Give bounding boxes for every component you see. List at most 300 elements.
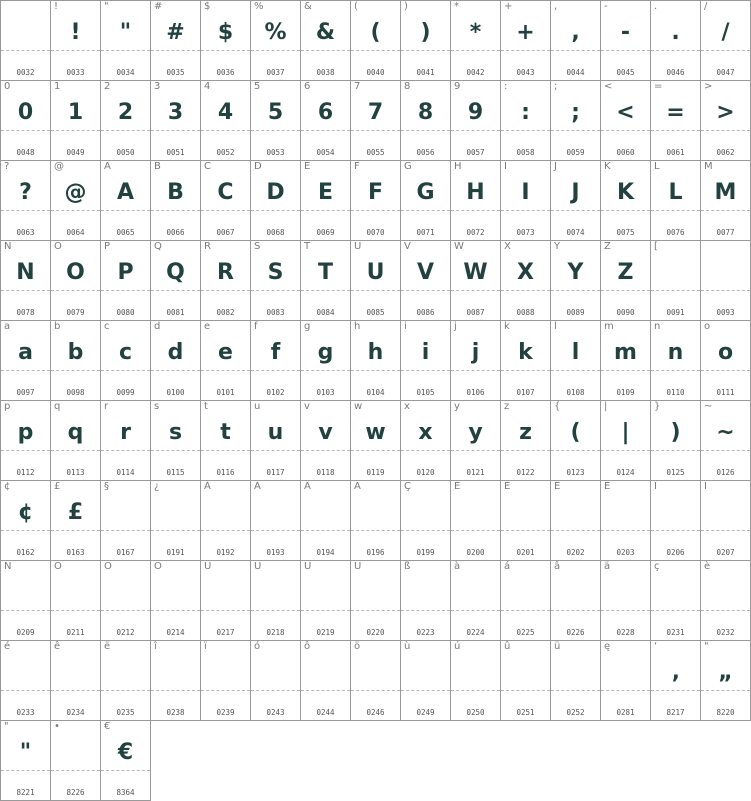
glyph-cell <box>200 560 251 641</box>
glyph-cell <box>350 480 401 561</box>
glyph-cell <box>150 240 201 321</box>
char-label: M <box>704 161 713 172</box>
baseline-divider <box>601 370 650 371</box>
char-label: l <box>554 321 557 332</box>
glyph-sample: 7 <box>367 100 384 125</box>
char-label: B <box>154 161 161 172</box>
char-code: 0114 <box>116 468 135 477</box>
char-label: v <box>304 401 310 412</box>
baseline-divider <box>1 610 50 611</box>
glyph-sample: ‚ <box>671 660 680 685</box>
char-label: w <box>354 401 363 412</box>
glyph-sample: q <box>67 420 84 445</box>
char-code: 0118 <box>316 468 335 477</box>
glyph-sample <box>151 575 200 611</box>
baseline-divider <box>501 610 550 611</box>
char-label: ü <box>554 641 561 652</box>
glyph-sample: 0 <box>17 100 34 125</box>
baseline-divider <box>201 690 250 691</box>
glyph-cell <box>50 720 101 801</box>
glyph-cell <box>650 400 701 481</box>
baseline-divider <box>401 50 450 51</box>
char-code: 0238 <box>166 708 185 717</box>
glyph-sample: F <box>367 180 384 205</box>
char-label: > <box>704 81 713 92</box>
char-label: Â <box>304 481 311 492</box>
baseline-divider <box>451 210 500 211</box>
char-code: 0220 <box>366 628 385 637</box>
glyph-cell <box>500 320 551 401</box>
char-label: O <box>54 241 62 252</box>
char-code: 0046 <box>666 68 685 77</box>
baseline-divider <box>301 690 350 691</box>
char-label: o <box>704 321 711 332</box>
char-label: T <box>304 241 311 252</box>
glyph-sample <box>51 575 100 611</box>
char-label: ë <box>104 641 111 652</box>
char-label: ? <box>4 161 10 172</box>
glyph-cell <box>50 480 101 561</box>
glyph-sample: s <box>168 420 183 445</box>
char-label: A <box>104 161 111 172</box>
baseline-divider <box>601 210 650 211</box>
char-label: - <box>604 1 608 12</box>
char-label: q <box>54 401 61 412</box>
baseline-divider <box>551 370 600 371</box>
char-code: 0203 <box>616 548 635 557</box>
char-code: 0121 <box>466 468 485 477</box>
baseline-divider <box>401 610 450 611</box>
glyph-sample <box>301 655 350 691</box>
char-code: 8221 <box>16 788 35 797</box>
glyph-cell <box>100 640 151 721</box>
char-label: ß <box>404 561 411 572</box>
glyph-sample <box>451 575 500 611</box>
char-code: 0228 <box>616 628 635 637</box>
char-label: 1 <box>54 81 61 92</box>
glyph-sample: U <box>366 260 385 285</box>
glyph-cell <box>150 400 201 481</box>
glyph-sample: ; <box>571 100 580 125</box>
char-label: " <box>704 641 709 652</box>
glyph-sample: d <box>167 340 184 365</box>
char-code: 0116 <box>216 468 235 477</box>
char-label: ú <box>454 641 461 652</box>
baseline-divider <box>301 210 350 211</box>
char-code: 0044 <box>566 68 585 77</box>
glyph-sample: 2 <box>117 100 134 125</box>
baseline-divider <box>351 610 400 611</box>
glyph-cell <box>200 240 251 321</box>
baseline-divider <box>351 370 400 371</box>
char-code: 0243 <box>266 708 285 717</box>
glyph-sample: f <box>270 340 281 365</box>
char-code: 0073 <box>516 228 535 237</box>
baseline-divider <box>51 450 100 451</box>
baseline-divider <box>201 370 250 371</box>
glyph-cell <box>550 480 601 561</box>
glyph-cell <box>150 160 201 241</box>
char-code: 0122 <box>516 468 535 477</box>
char-label: Q <box>154 241 162 252</box>
glyph-cell <box>300 640 351 721</box>
char-label: 2 <box>104 81 111 92</box>
glyph-cell <box>650 240 701 321</box>
char-code: 0087 <box>466 308 485 317</box>
baseline-divider <box>551 690 600 691</box>
glyph-cell <box>450 480 501 561</box>
char-code: 0117 <box>266 468 285 477</box>
char-label: ä <box>604 561 611 572</box>
glyph-cell <box>700 80 751 161</box>
glyph-cell <box>0 720 51 801</box>
baseline-divider <box>401 130 450 131</box>
char-label: h <box>354 321 361 332</box>
baseline-divider <box>51 50 100 51</box>
char-code: 0089 <box>566 308 585 317</box>
char-code: 0033 <box>66 68 85 77</box>
char-code: 0050 <box>116 148 135 157</box>
glyph-cell <box>650 160 701 241</box>
glyph-sample: i <box>421 340 430 365</box>
glyph-cell <box>600 320 651 401</box>
glyph-cell <box>350 240 401 321</box>
glyph-sample: u <box>267 420 284 445</box>
char-code: 0084 <box>316 308 335 317</box>
char-label: ! <box>54 1 59 12</box>
char-code: 0078 <box>16 308 35 317</box>
char-label: É <box>504 481 511 492</box>
char-label: . <box>654 1 658 12</box>
char-code: 8217 <box>666 708 685 717</box>
char-code: 0061 <box>666 148 685 157</box>
glyph-cell <box>50 80 101 161</box>
glyph-cell <box>0 0 51 81</box>
char-label: J <box>554 161 557 172</box>
glyph-sample: v <box>318 420 333 445</box>
char-code: 0057 <box>466 148 485 157</box>
char-code: 0206 <box>666 548 685 557</box>
char-code: 0200 <box>466 548 485 557</box>
char-code: 0041 <box>416 68 435 77</box>
glyph-cell <box>100 80 151 161</box>
char-label: î <box>154 641 157 652</box>
baseline-divider <box>501 370 550 371</box>
glyph-cell <box>100 160 151 241</box>
char-code: 0202 <box>566 548 585 557</box>
char-label: K <box>604 161 611 172</box>
char-code: 0062 <box>716 148 735 157</box>
baseline-divider <box>301 130 350 131</box>
char-label: + <box>504 1 513 12</box>
glyph-sample <box>551 495 600 531</box>
glyph-cell <box>300 400 351 481</box>
glyph-cell <box>250 0 301 81</box>
baseline-divider <box>601 130 650 131</box>
glyph-sample <box>401 655 450 691</box>
char-code: 0098 <box>66 388 85 397</box>
baseline-divider <box>651 210 700 211</box>
char-label: Y <box>554 241 561 252</box>
glyph-cell <box>100 720 151 801</box>
glyph-cell <box>700 640 751 721</box>
baseline-divider <box>151 290 200 291</box>
glyph-cell <box>250 560 301 641</box>
glyph-sample: > <box>716 100 735 125</box>
char-code: 0162 <box>16 548 35 557</box>
char-label: f <box>254 321 258 332</box>
char-code: 0085 <box>366 308 385 317</box>
char-label: = <box>654 81 663 92</box>
char-label: D <box>254 161 262 172</box>
char-code: 0218 <box>266 628 285 637</box>
char-code: 0244 <box>316 708 335 717</box>
glyph-cell <box>550 400 601 481</box>
char-label: $ <box>204 1 211 12</box>
baseline-divider <box>251 450 300 451</box>
char-label: p <box>4 401 11 412</box>
char-label: n <box>654 321 661 332</box>
baseline-divider <box>401 530 450 531</box>
glyph-cell <box>150 640 201 721</box>
glyph-sample: " <box>119 20 132 45</box>
glyph-sample <box>501 495 550 531</box>
char-label: è <box>704 561 711 572</box>
glyph-sample <box>51 655 100 691</box>
char-label: [ <box>654 241 658 252</box>
char-label: 6 <box>304 81 311 92</box>
glyph-cell <box>600 480 651 561</box>
char-code: 0219 <box>316 628 335 637</box>
baseline-divider <box>51 530 100 531</box>
char-code: 0120 <box>416 468 435 477</box>
glyph-cell <box>200 400 251 481</box>
glyph-cell <box>550 80 601 161</box>
glyph-cell <box>0 240 51 321</box>
glyph-sample <box>151 495 200 531</box>
glyph-cell <box>150 80 201 161</box>
char-label: é <box>4 641 11 652</box>
glyph-sample: a <box>18 340 33 365</box>
glyph-sample: 5 <box>267 100 284 125</box>
char-label: € <box>104 721 111 732</box>
glyph-sample <box>651 575 700 611</box>
char-code: 0223 <box>416 628 435 637</box>
baseline-divider <box>301 450 350 451</box>
char-label: È <box>454 481 461 492</box>
baseline-divider <box>351 530 400 531</box>
glyph-sample: = <box>666 100 685 125</box>
glyph-sample <box>301 495 350 531</box>
glyph-sample: , <box>571 20 580 45</box>
baseline-divider <box>201 130 250 131</box>
char-code: 0163 <box>66 548 85 557</box>
glyph-sample <box>301 575 350 611</box>
glyph-sample: S <box>267 260 284 285</box>
baseline-divider <box>601 530 650 531</box>
baseline-divider <box>301 610 350 611</box>
glyph-sample: ) <box>420 20 431 45</box>
glyph-sample: $ <box>217 20 234 45</box>
baseline-divider <box>351 290 400 291</box>
glyph-cell <box>100 0 151 81</box>
char-code: 0070 <box>366 228 385 237</box>
char-label: | <box>604 401 608 412</box>
char-code: 0083 <box>266 308 285 317</box>
char-code: 0249 <box>416 708 435 717</box>
glyph-cell <box>600 160 651 241</box>
glyph-cell <box>400 320 451 401</box>
glyph-cell <box>350 160 401 241</box>
char-label: Ú <box>254 561 262 572</box>
baseline-divider <box>101 690 150 691</box>
baseline-divider <box>601 290 650 291</box>
glyph-cell <box>400 400 451 481</box>
char-code: 0060 <box>616 148 635 157</box>
char-label: û <box>504 641 511 652</box>
baseline-divider <box>51 370 100 371</box>
baseline-divider <box>251 370 300 371</box>
baseline-divider <box>101 50 150 51</box>
char-label: i <box>404 321 407 332</box>
char-code: 0075 <box>616 228 635 237</box>
char-label: ï <box>204 641 207 652</box>
glyph-sample <box>501 575 550 611</box>
char-label: ( <box>354 1 358 12</box>
baseline-divider <box>501 690 550 691</box>
baseline-divider <box>251 50 300 51</box>
glyph-cell <box>0 560 51 641</box>
glyph-cell <box>200 640 251 721</box>
glyph-sample: / <box>721 20 730 45</box>
char-code: 8364 <box>116 788 135 797</box>
char-label: Û <box>304 561 312 572</box>
glyph-sample <box>351 575 400 611</box>
char-label: : <box>504 81 508 92</box>
char-label: Ô <box>104 561 112 572</box>
char-code: 0077 <box>716 228 735 237</box>
char-label: I <box>504 161 507 172</box>
baseline-divider <box>701 690 750 691</box>
baseline-divider <box>401 290 450 291</box>
glyph-sample <box>701 575 750 611</box>
char-label: 4 <box>204 81 211 92</box>
glyph-sample: V <box>416 260 435 285</box>
baseline-divider <box>501 130 550 131</box>
baseline-divider <box>151 610 200 611</box>
char-label: 0 <box>4 81 11 92</box>
char-code: 0055 <box>366 148 385 157</box>
char-code: 0047 <box>716 68 735 77</box>
char-label: % <box>254 1 264 12</box>
char-code: 0119 <box>366 468 385 477</box>
char-label: ¢ <box>4 481 11 492</box>
glyph-cell <box>300 560 351 641</box>
char-code: 0058 <box>516 148 535 157</box>
char-label: < <box>604 81 613 92</box>
glyph-cell <box>500 160 551 241</box>
baseline-divider <box>201 290 250 291</box>
baseline-divider <box>1 770 50 771</box>
baseline-divider <box>151 690 200 691</box>
baseline-divider <box>1 290 50 291</box>
char-code: 0113 <box>66 468 85 477</box>
glyph-cell <box>150 560 201 641</box>
baseline-divider <box>201 50 250 51</box>
char-code: 0038 <box>316 68 335 77</box>
glyph-sample: o <box>717 340 734 365</box>
glyph-sample: h <box>367 340 384 365</box>
glyph-cell <box>100 320 151 401</box>
char-label: x <box>404 401 410 412</box>
glyph-cell <box>550 560 601 641</box>
glyph-sample: y <box>468 420 483 445</box>
baseline-divider <box>501 450 550 451</box>
char-code: 0108 <box>566 388 585 397</box>
char-label: À <box>204 481 211 492</box>
glyph-cell <box>400 240 451 321</box>
baseline-divider <box>101 450 150 451</box>
char-label: , <box>554 1 558 12</box>
glyph-sample: K <box>616 180 635 205</box>
char-code: 0103 <box>316 388 335 397</box>
glyph-sample <box>151 655 200 691</box>
glyph-sample <box>501 655 550 691</box>
char-label: d <box>154 321 161 332</box>
baseline-divider <box>1 370 50 371</box>
glyph-cell <box>650 80 701 161</box>
char-label: b <box>54 321 61 332</box>
baseline-divider <box>601 690 650 691</box>
char-label: ù <box>404 641 411 652</box>
char-code: 0251 <box>516 708 535 717</box>
baseline-divider <box>1 450 50 451</box>
baseline-divider <box>351 450 400 451</box>
char-label: Ù <box>204 561 212 572</box>
baseline-divider <box>301 370 350 371</box>
glyph-cell <box>0 400 51 481</box>
baseline-divider <box>451 610 500 611</box>
glyph-sample <box>201 655 250 691</box>
char-label: m <box>604 321 614 332</box>
baseline-divider <box>351 130 400 131</box>
char-label: Ê <box>554 481 561 492</box>
glyph-cell <box>0 160 51 241</box>
glyph-cell <box>550 640 601 721</box>
glyph-cell <box>200 480 251 561</box>
glyph-sample: g <box>317 340 334 365</box>
glyph-cell <box>150 320 201 401</box>
char-label: " <box>4 721 9 732</box>
glyph-sample: | <box>621 420 630 445</box>
char-label: 3 <box>154 81 161 92</box>
glyph-cell <box>700 160 751 241</box>
glyph-cell <box>500 240 551 321</box>
baseline-divider <box>1 530 50 531</box>
baseline-divider <box>101 370 150 371</box>
glyph-sample: D <box>266 180 285 205</box>
glyph-sample <box>601 495 650 531</box>
char-label: Á <box>254 481 261 492</box>
char-label: P <box>104 241 111 252</box>
char-label: ö <box>354 641 361 652</box>
glyph-cell <box>400 80 451 161</box>
char-label: R <box>204 241 211 252</box>
glyph-sample: p <box>17 420 34 445</box>
baseline-divider <box>51 210 100 211</box>
char-code: 0067 <box>216 228 235 237</box>
char-code: 0068 <box>266 228 285 237</box>
